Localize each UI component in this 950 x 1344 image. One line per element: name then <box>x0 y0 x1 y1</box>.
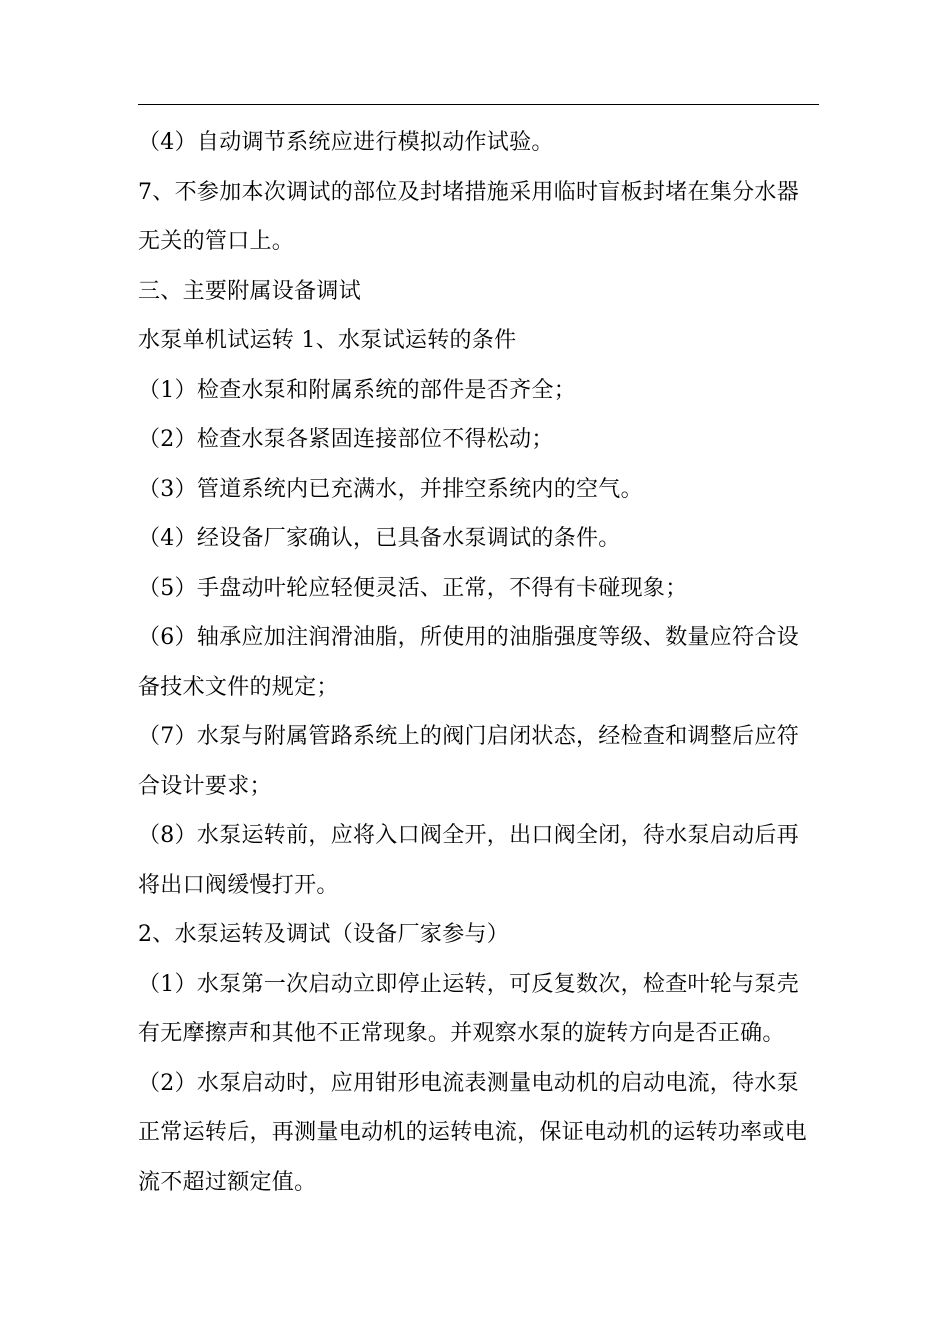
paragraph-line: 水泵单机试运转 1、水泵试运转的条件 <box>138 328 517 353</box>
document-body <box>138 118 818 1207</box>
paragraph-line: （5）手盘动叶轮应轻便灵活、正常，不得有卡碰现象； <box>138 575 688 601</box>
paragraph-line: 正常运转后，再测量电动机的运转电流，保证电动机的运转功率或电 <box>138 1120 808 1145</box>
paragraph-line: （8）水泵运转前，应将入口阀全开，出口阀全闭，待水泵启动后再 <box>138 823 799 848</box>
paragraph-line: 7、不参加本次调试的部位及封堵措施采用临时盲板封堵在集分水器 <box>138 179 799 205</box>
paragraph-line: （6）轴承应加注润滑油脂，所使用的油脂强度等级、数量应符合设 <box>138 625 799 650</box>
paragraph-line: 将出口阀缓慢打开。 <box>138 872 339 898</box>
paragraph-line: （2）水泵启动时，应用钳形电流表测量电动机的启动电流，待水泵 <box>138 1070 799 1096</box>
paragraph-line: （4）经设备厂家确认，已具备水泵调试的条件。 <box>138 526 621 551</box>
paragraph-line: （1）水泵第一次启动立即停止运转，可反复数次，检查叶轮与泵壳 <box>138 971 799 997</box>
paragraph-line: （4）自动调节系统应进行模拟动作试验。 <box>138 130 554 155</box>
paragraph-line: 2、水泵运转及调试（设备厂家参与） <box>138 922 510 947</box>
section-heading: 三、主要附属设备调试 <box>138 278 362 304</box>
paragraph-line: （7）水泵与附属管路系统上的阀门启闭状态，经检查和调整后应符 <box>138 724 799 749</box>
paragraph-line: 无关的管口上。 <box>138 229 295 254</box>
paragraph-line: 备技术文件的规定； <box>138 674 339 700</box>
paragraph-line: 合设计要求； <box>138 773 272 799</box>
header-rule <box>138 104 819 105</box>
paragraph-line: （1）检查水泵和附属系统的部件是否齐全； <box>138 377 576 403</box>
paragraph-line: 流不超过额定值。 <box>138 1169 317 1195</box>
paragraph-line: （3）管道系统内已充满水，并排空系统内的空气。 <box>138 476 643 502</box>
paragraph-line: （2）检查水泵各紧固连接部位不得松动； <box>138 427 554 452</box>
paragraph-line: 有无摩擦声和其他不正常现象。并观察水泵的旋转方向是否正确。 <box>138 1021 785 1046</box>
